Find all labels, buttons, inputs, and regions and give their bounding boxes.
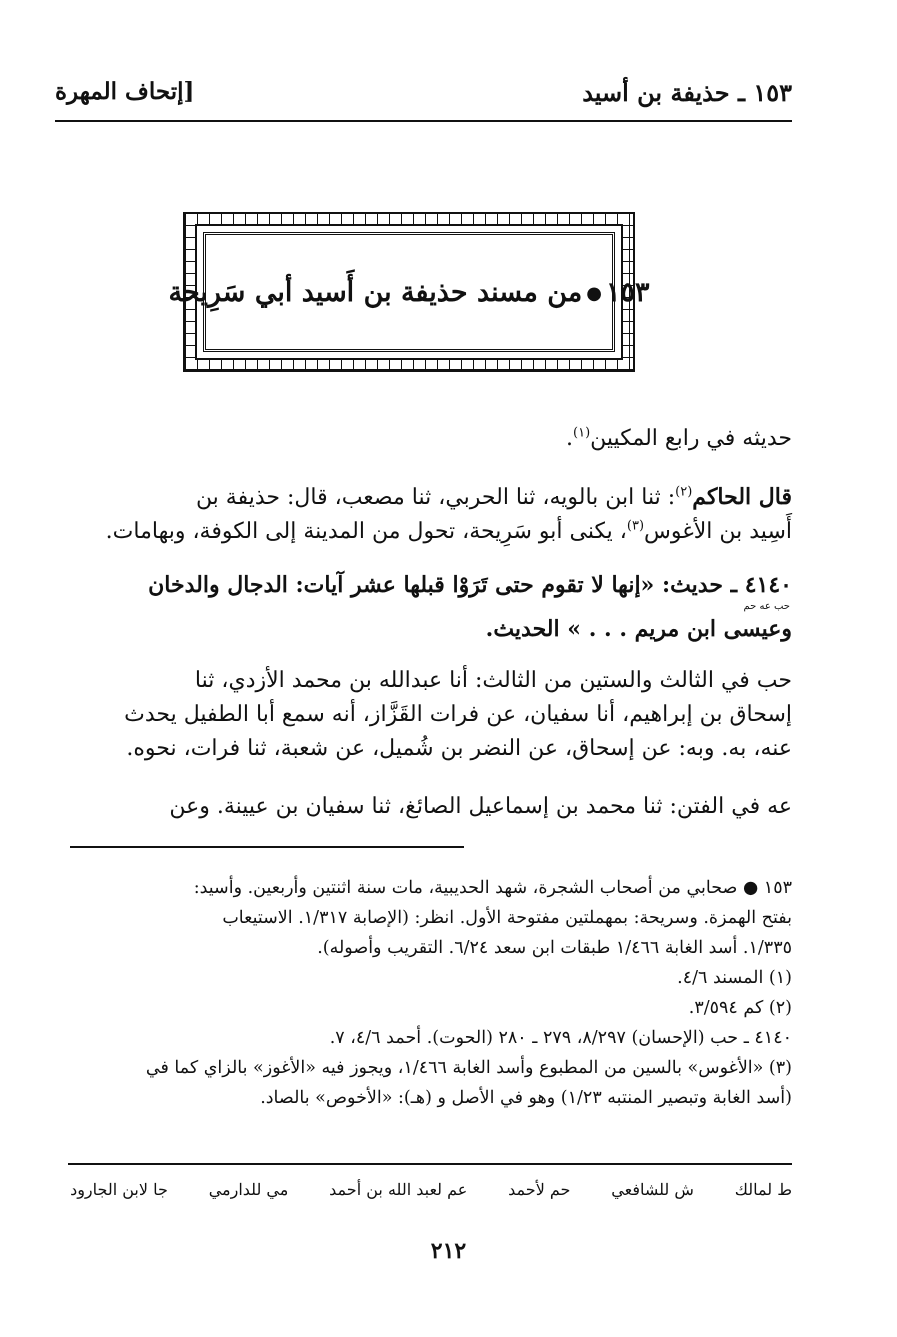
- running-header: [55, 78, 792, 118]
- bullet-icon: ●: [586, 282, 602, 304]
- chapter-title-text: من مسند حذيفة بن أَسيد أبي سَرِيحة: [168, 276, 583, 308]
- hadith-line-2: وعيسى ابن مريم . . . » الحديث.: [485, 616, 792, 642]
- hakim-line-1: [70, 480, 792, 515]
- chapter-number: ١٥٣: [605, 276, 650, 308]
- intro-paragraph: [70, 422, 792, 456]
- sigla-item: مي للدارمي: [208, 1180, 289, 1199]
- sigla-item: جا لابن الجارود: [70, 1180, 168, 1199]
- sigla-item: عم لعبد الله بن أحمد: [329, 1180, 468, 1199]
- hadith-line-1: [70, 568, 792, 602]
- hadith-sigla: حب عه حم: [743, 601, 790, 612]
- hadith-number: ٤١٤٠: [744, 572, 792, 598]
- sigla-item: ط لمالك: [734, 1180, 792, 1199]
- hadith-4140: [70, 568, 792, 646]
- sigla-item: حم لأحمد: [508, 1180, 571, 1199]
- chapter-heading-box: [168, 232, 650, 352]
- hakim-paragraph: [70, 480, 792, 549]
- hakim-text-2a: أَسِيد بن الأغوس: [644, 519, 792, 544]
- awana-line-1: عه في الفتن: ثنا محمد بن إسماعيل الصائغ، ثنا سفيان بن عيينة. وعن: [169, 794, 792, 819]
- chapter-title: [168, 277, 649, 308]
- hibban-line-1: حب في الثالث والستين من الثالث: أنا عبدالله بن محمد الأزدي، ثنا: [194, 668, 792, 693]
- hakim-line-2: [70, 515, 792, 549]
- footnote-line: ٤١٤٠ ـ حب (الإحسان) ٨/٢٩٧، ٢٧٩ ـ ٢٨٠ (الحوت). أحمد ٤/٦، ٧.: [329, 1028, 792, 1048]
- footnote-line: (٣) «الأغوس» بالسين من المطبوع وأسد الغابة ١/٤٦٦، ويجوز فيه «الأغوز» بالزاي كما في: [145, 1058, 792, 1078]
- footnote-line: ١/٣٣٥. أسد الغابة ١/٤٦٦ طبقات ابن سعد ٦/٢٤. التقريب وأصوله).: [317, 938, 792, 958]
- footnotes: [70, 873, 792, 1113]
- hibban-paragraph: [70, 664, 792, 766]
- footnote-line: بفتح الهمزة. وسريحة: بمهملتين مفتوحة الأول. انظر: (الإصابة ١/٣١٧. الاستيعاب: [222, 908, 792, 928]
- hibban-line-2: إسحاق بن إبراهيم، أنا سفيان، عن فرات القَزَّاز، أنه سمع أبا الطفيل يحدث: [124, 702, 792, 727]
- footnote-line: (١) المسند ٤/٦.: [677, 968, 792, 988]
- hakim-label: قال الحاكم: [692, 484, 792, 510]
- awana-paragraph: [70, 790, 792, 824]
- page-number: ٢١٢: [430, 1238, 467, 1264]
- hakim-text-1: : ثنا ابن بالويه، ثنا الحربي، ثنا مصعب، قال: حذيفة بن: [195, 485, 676, 510]
- footnote-ref-1: (١): [573, 425, 591, 441]
- footnote-ref-2: (٢): [675, 484, 693, 500]
- chapter-ornament-frame: [168, 212, 650, 372]
- sigla-item: ش للشافعي: [611, 1180, 694, 1199]
- header-rule: [55, 120, 792, 122]
- hadith-text-1: ـ حديث: «إنها لا تقوم حتى تَرَوْا قبلها عشر آيات: الدجال والدخان: [148, 572, 738, 598]
- sigla-rule: [68, 1163, 792, 1165]
- intro-text: حديثه في رابع المكيين: [590, 426, 792, 451]
- footnote-rule: [70, 846, 464, 848]
- footnote-ref-3: (٣): [626, 518, 645, 534]
- hibban-line-3: عنه، به. وبه: عن إسحاق، عن النضر بن شُميل، عن شعبة، ثنا فرات، نحوه.: [126, 736, 792, 761]
- running-header-section: ١٥٣ ـ حذيفة بن أسيد: [582, 78, 792, 107]
- sigla-legend: [70, 1180, 792, 1199]
- hakim-text-2b: ، يكنى أبو سَرِيحة، تحول من المدينة إلى الكوفة، وبهامات.: [105, 519, 627, 544]
- footnote-line: ١٥٣ ● صحابي من أصحاب الشجرة، شهد الحديبية، مات سنة اثنتين وأربعين. وأسيد:: [193, 878, 792, 898]
- running-header-book: [إتحاف المهرة: [55, 78, 195, 105]
- footnote-line: (٢) كم ٣/٥٩٤.: [688, 998, 792, 1018]
- footnote-line: (أسد الغابة وتبصير المنتبه ١/٢٣) وهو في الأصل و (هـ): «الأخوص» بالصاد.: [260, 1088, 792, 1108]
- intro-end: .: [566, 426, 574, 451]
